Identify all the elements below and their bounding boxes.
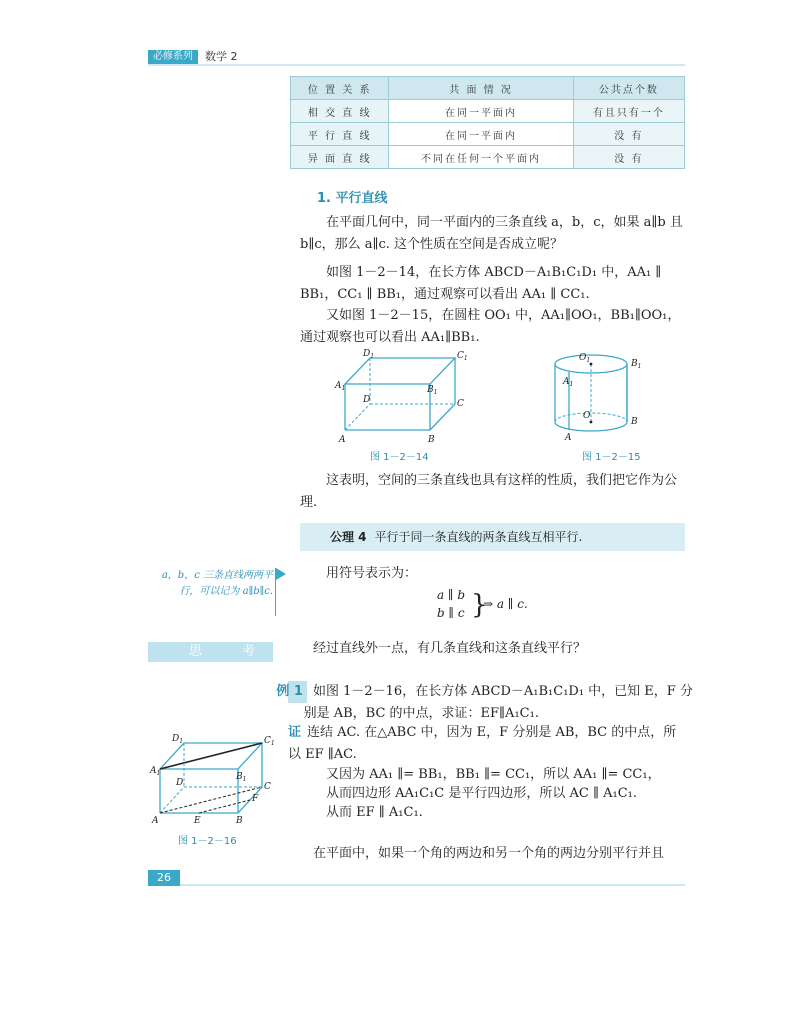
table-cell: 没 有: [573, 146, 684, 169]
svg-text:A: A: [565, 433, 572, 443]
svg-text:D: D: [363, 395, 371, 405]
table-row: [291, 123, 685, 146]
table-cell: 相 交 直 线: [291, 100, 389, 123]
think-label: 思 考: [148, 642, 273, 662]
table-cell: 在同一平面内: [389, 100, 573, 123]
relation-table: [290, 76, 685, 169]
table-cell: 异 面 直 线: [291, 146, 389, 169]
proof-line-3: 从而四边形 AA₁C₁C 是平行四边形，所以 AC ∥ A₁C₁.: [326, 786, 637, 801]
svg-text:B1: $B_1$: [427, 385, 438, 396]
table-cell: 有且只有一个: [573, 100, 684, 123]
proof-line-2: 又因为 AA₁ ∥= BB₁，BB₁ ∥= CC₁，所以 AA₁ ∥= CC₁，: [326, 767, 661, 782]
table-header-cell: 公共点个数: [573, 77, 684, 100]
axiom-label: 公理 4: [330, 530, 367, 544]
header-rule: [148, 64, 685, 66]
svg-text:D: D: [176, 778, 184, 788]
footer-rule: [180, 884, 685, 886]
svg-text:C: C: [457, 399, 464, 409]
svg-text:A: A: [339, 435, 346, 445]
paragraph-4: 这表明，空间的三条直线也具有这样的性质，我们把它作为公理.: [300, 473, 678, 510]
table-cell: 不同在任何一个平面内: [389, 146, 573, 169]
paragraph-5: 用符号表示为：: [326, 566, 418, 581]
svg-text:B: B: [631, 417, 638, 427]
example-text: 如图 1－2－16，在长方体 ABCD－A₁B₁C₁D₁ 中，已知 E，F 分别是 AB，BC 的中点，求证：EF∥A₁C₁.: [303, 684, 693, 721]
axiom-text: 平行于同一条直线的两条直线互相平行.: [374, 530, 583, 544]
svg-text:A1: $A_1$: [150, 766, 161, 777]
proof-tag: 证: [288, 725, 302, 740]
svg-text:A: A: [152, 816, 159, 826]
svg-text:D1: $D_1$: [172, 734, 184, 745]
paragraph-3: 又如图 1－2－15，在圆柱 OO₁ 中，AA₁∥OO₁，BB₁∥OO₁，通过观察也可以看出 AA₁∥BB₁.: [300, 308, 681, 345]
table-cell: 在同一平面内: [389, 123, 573, 146]
svg-text:B1: $B_1$: [236, 772, 247, 783]
svg-text:B: B: [428, 435, 435, 445]
figure-cylinder: [553, 352, 643, 442]
formula-line-1: a ∥ b: [437, 588, 466, 602]
example-tag: 例 1: [288, 681, 307, 703]
svg-text:C1: $C_1$: [457, 351, 468, 362]
axiom-statement: [330, 528, 582, 546]
figure-caption: 图 1－2－16: [178, 836, 237, 847]
table-header-row: [291, 77, 685, 100]
proof-line-1: [288, 722, 688, 766]
formula-result: ⇒ a ∥ c.: [483, 597, 528, 611]
svg-text:F: F: [252, 794, 259, 804]
side-note: a，b，c 三条直线两两平行，可以记为 a∥b∥c.: [161, 570, 273, 597]
proof-line-4: 从而 EF ∥ A₁C₁.: [326, 805, 423, 820]
table-cell: 平 行 直 线: [291, 123, 389, 146]
formula-line-2: b ∥ c: [437, 606, 465, 620]
svg-text:C1: $C_1$: [264, 736, 275, 747]
table-header-cell: 位 置 关 系: [291, 77, 389, 100]
flag-icon: [276, 568, 286, 580]
figure-cuboid-midpoints: [150, 735, 275, 825]
brace-icon: }: [471, 590, 488, 620]
proof-text: 连结 AC. 在△ABC 中，因为 E，F 分别是 AB，BC 的中点，所以 EF ∥AC.: [288, 725, 677, 762]
svg-text:D1: $D_1$: [363, 349, 375, 360]
svg-text:O: O: [583, 411, 591, 421]
table-row: [291, 146, 685, 169]
figure-caption: 图 1－2－14: [370, 452, 429, 463]
figure-caption: 图 1－2－15: [582, 452, 641, 463]
table-header-cell: 共 面 情 况: [389, 77, 573, 100]
svg-text:A1: $A_1$: [335, 381, 346, 392]
paragraph-1: 在平面几何中，同一平面内的三条直线 a，b，c，如果 a∥b 且 b∥c，那么 a∥c. 这个性质在空间是否成立呢？: [300, 215, 683, 252]
paragraph-2: 如图 1－2－14，在长方体 ABCD－A₁B₁C₁D₁ 中，AA₁ ∥ BB₁，CC₁ ∥ BB₁，通过观察可以看出 AA₁ ∥ CC₁.: [300, 265, 662, 302]
series-tag: 必修系列: [148, 50, 198, 64]
paragraph-7: 在平面中，如果一个角的两边和另一个角的两边分别平行并且: [313, 846, 665, 861]
section-title: 1. 平行直线: [317, 191, 388, 206]
book-title: 数学 2: [205, 50, 238, 63]
svg-text:B: B: [236, 816, 243, 826]
formula: [437, 588, 547, 624]
svg-text:B1: $B_1$: [631, 359, 642, 370]
paragraph-6: 经过直线外一点，有几条直线和这条直线平行？: [313, 641, 587, 656]
svg-text:C: C: [264, 782, 271, 792]
example-1: [276, 681, 704, 725]
svg-text:E: E: [194, 816, 201, 826]
figure-cuboid: [335, 349, 470, 445]
table-cell: 没 有: [573, 123, 684, 146]
svg-text:A1: $A_1$: [563, 377, 574, 388]
table-row: [291, 100, 685, 123]
svg-text:O1: $O_1$: [579, 353, 591, 364]
page-number: 26: [148, 870, 180, 886]
